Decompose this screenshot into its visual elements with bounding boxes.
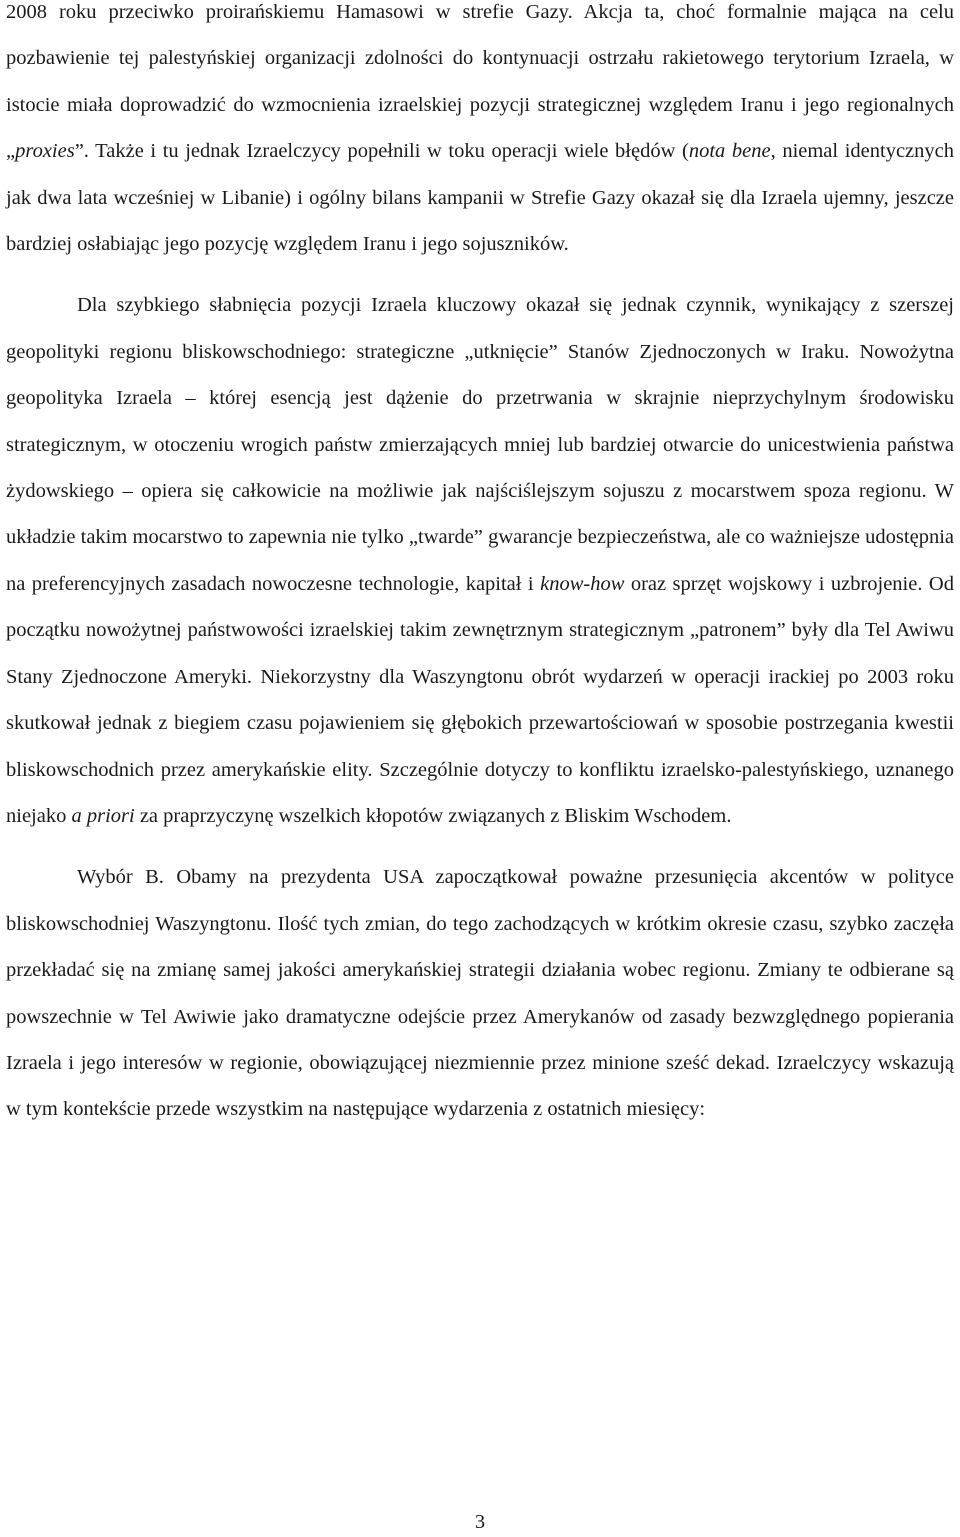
paragraph-text: Wybór B. Obamy na prezydenta USA zapoczątkował poważne przesunięcia akcentów w polityce bliskowschodniej Waszyngtonu. Ilość tych zmian, do tego zachodzących w krótkim okresie czasu, szybko zaczęła przekładać się na zmianę samej jakości amerykańskiej strategii działania wobec regionu. Zmiany te odbierane są powszechnie w Tel Awiwie jako dramatyczne odejście przez Amerykanów od zasady bezwzględnego popierania Izraela i jego interesów w regionie, obowiązującej niezmiennie przez minione sześć dekad. Izraelczycy wskazują w tym kontekście przede wszystkim na następujące wydarzenia z ostatnich miesięcy: — [6, 866, 954, 1121]
italic-term-nota-bene: nota bene — [688, 140, 771, 163]
paragraph-text: 2008 roku przeciwko proirańskiemu Hamasowi w strefie Gazy. Akcja ta, choć formalnie mająca na celu pozbawienie tej palestyńskiej organizacji zdolności do kontynuacji ostrzału rakietowego terytorium Izraela, w istocie miała doprowadzić do wzmocnienia izraelskiej pozycji strategicznej względem Iranu i jego regionalnych „ — [6, 1, 954, 163]
paragraph-1 — [6, 0, 954, 267]
italic-term-proxies: proxies — [15, 140, 75, 163]
document-page — [6, 0, 954, 1537]
body-text — [6, 0, 954, 1133]
italic-term-a-priori: a priori — [71, 804, 135, 827]
paragraph-text: Dla szybkiego słabnięcia pozycji Izraela kluczowy okazał się jednak czynnik, wynikający z szerszej geopolityki regionu bliskowschodniego: strategiczne „utknięcie” Stanów Zjednoczonych w Iraku. Nowożytna geopolityka Izraela – której esencją jest dążenie do przetrwania w skrajnie nieprzychylnym środowisku strategicznym, w otoczeniu wrogich państw zmierzających mniej lub bardziej otwarcie do unicestwienia państwa żydowskiego – opiera się całkowicie na możliwie jak najściślejszym sojuszu z mocarstwem spoza regionu. W układzie takim mocarstwo to zapewnia nie tylko „twarde” gwarancje bezpieczeństwa, ale co ważniejsze udostępnia na preferencyjnych zasadach nowoczesne technologie, kapitał i — [6, 294, 954, 595]
paragraph-text: ”. Także i tu jednak Izraelczycy popełnili w toku operacji wiele błędów ( — [74, 140, 689, 163]
paragraph-text: oraz sprzęt wojskowy i uzbrojenie. Od początku nowożytnej państwowości izraelskiej takim zewnętrznym strategicznym „patronem” były dla Tel Awiwu Stany Zjednoczone Ameryki. Niekorzystny dla Waszyngtonu obrót wydarzeń w operacji irackiej po 2003 roku skutkował jednak z biegiem czasu pojawieniem się głębokich przewartościowań w sposobie postrzegania kwestii bliskowschodnich przez amerykańskie elity. Szczególnie dotyczy to konfliktu izraelsko-palestyńskiego, uznanego niejako — [6, 572, 954, 827]
page-number: 3 — [474, 1511, 486, 1533]
italic-term-know-how: know-how — [540, 572, 625, 595]
paragraph-3 — [6, 854, 954, 1132]
paragraph-text: za praprzyczynę wszelkich kłopotów związanych z Bliskim Wschodem. — [134, 804, 732, 827]
paragraph-text: , niemal identycznych jak dwa lata wcześniej w Libanie) i ogólny bilans kampanii w Strefie Gazy okazał się dla Izraela ujemny, jeszcze bardziej osłabiając jego pozycję względem Iranu i jego sojuszników. — [6, 140, 954, 256]
paragraph-2 — [6, 282, 954, 839]
